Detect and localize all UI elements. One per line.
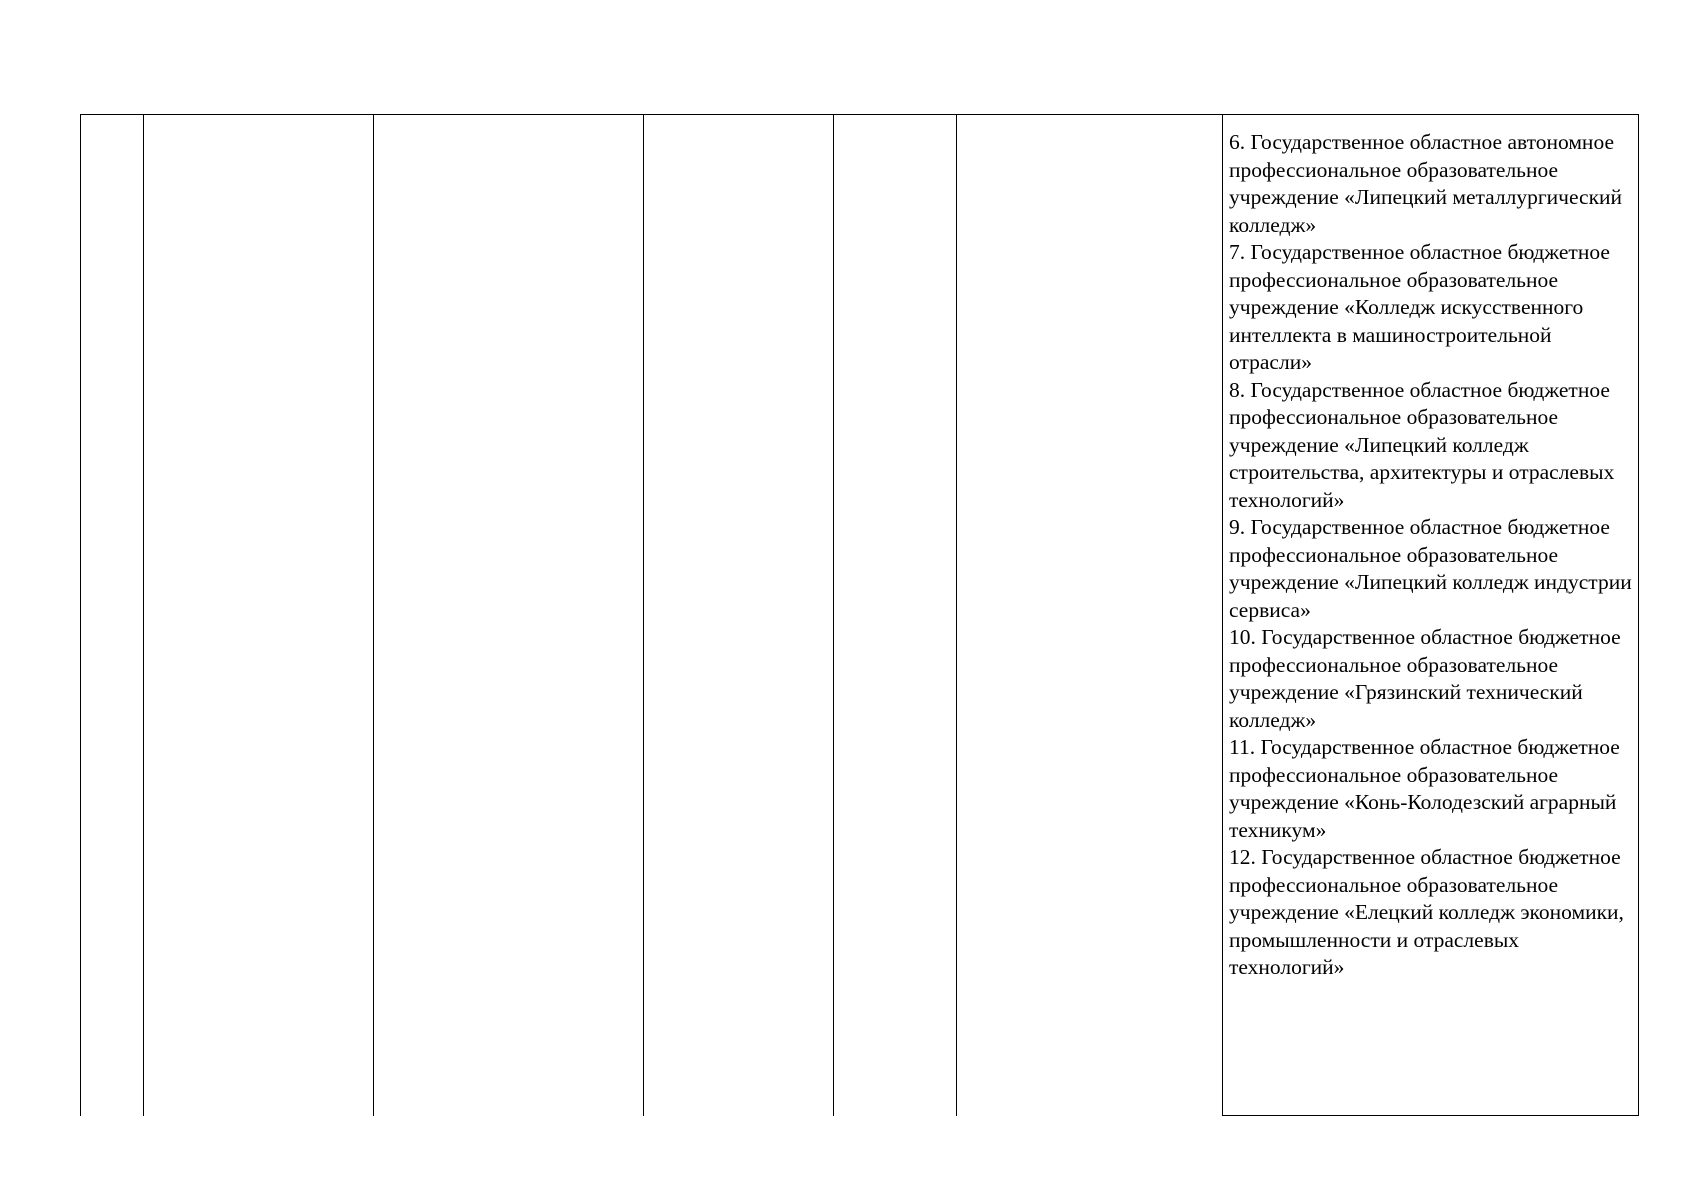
table-cell-col-5 <box>834 115 957 1116</box>
list-item: 9. Государственное областное бюджетное профессиональное образовательное учреждение «Липецкий колледж индустрии сервиса» <box>1229 515 1632 622</box>
table-cell-col-4 <box>644 115 834 1116</box>
list-item: 7. Государственное областное бюджетное профессиональное образовательное учреждение «Колледж искусственного интеллекта в машиностроительной отрасли» <box>1229 240 1610 374</box>
table-cell-col-1 <box>81 115 144 1116</box>
table-cell-institutions <box>1223 115 1639 1116</box>
list-item: 11. Государственное областное бюджетное профессиональное образовательное учреждение «Конь-Колодезский аграрный техникум» <box>1229 735 1620 842</box>
list-item: 10. Государственное областное бюджетное профессиональное образовательное учреждение «Грязинский технический колледж» <box>1229 625 1621 732</box>
document-table <box>80 114 1639 1116</box>
list-item: 12. Государственное областное бюджетное профессиональное образовательное учреждение «Елецкий колледж экономики, промышленности и отраслевых технологий» <box>1229 845 1624 979</box>
list-item: 6. Государственное областное автономное профессиональное образовательное учреждение «Липецкий металлургический колледж» <box>1229 130 1623 237</box>
table-cell-col-6 <box>957 115 1223 1116</box>
table-cell-col-2 <box>144 115 374 1116</box>
table-cell-col-3 <box>374 115 644 1116</box>
list-item: 8. Государственное областное бюджетное профессиональное образовательное учреждение «Липецкий колледж строительства, архитектуры и отраслевых технологий» <box>1229 377 1615 512</box>
table-row <box>81 115 1639 1116</box>
institution-list <box>1223 115 1638 982</box>
